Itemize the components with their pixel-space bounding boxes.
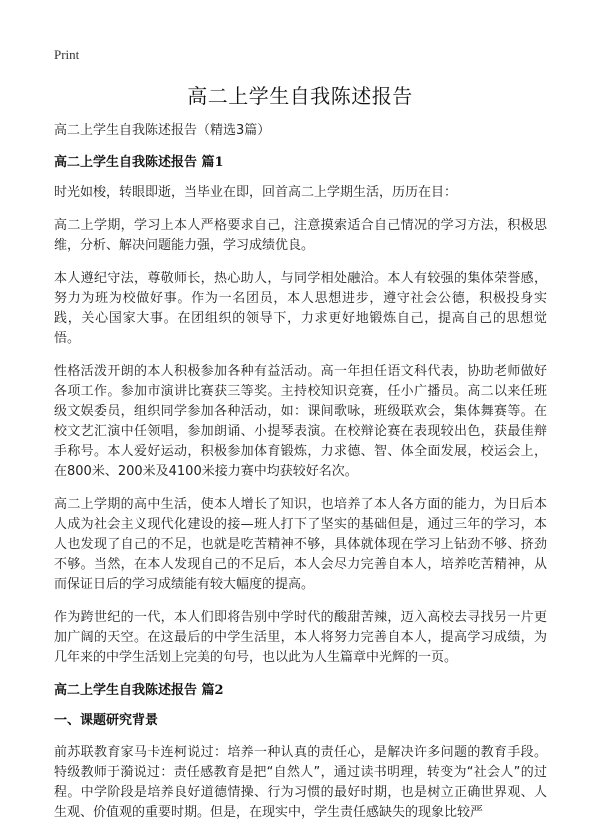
document-body (54, 121, 547, 828)
document-subtitle: 高二上学生自我陈述报告（精选3篇） (54, 123, 271, 138)
section-heading-2: 高二上学生自我陈述报告 篇2 (54, 683, 224, 698)
print-link[interactable]: Print (54, 47, 80, 62)
section-heading-1: 高二上学生自我陈述报告 篇1 (54, 155, 224, 170)
paragraph: 高二上学期的高中生活，使本人增长了知识，也培养了本人各方面的能力，为日后本人成为社会主义现代化建设的接—班人打下了坚实的基础但是，通过三年的学习，本人也发现了自己的不足，也就是吃苦精神不够，具体就体现在学习上钻劲不够、挤劲不够。当然，在本人发现自己的不足后，本人会尽力完善自本人，培养吃苦精神，从而保证日后的学习成绩能有较大幅度的提高。 (54, 497, 547, 592)
paragraph: 前苏联教育家马卡连柯说过：培养一种认真的责任心，是解决许多问题的教育手段。特级教师于漪说过：责任感教育是把“自然人”，通过读书明理，转变为“社会人”的过程。中学阶段是培养良好道德情操、行为习惯的最好时期，也是树立正确世界观、人生观、价值观的重要时期。但是，在现实中，学生责任感缺失的现象比较严 (54, 745, 547, 820)
paragraph: 作为跨世纪的一代，本人们即将告别中学时代的酸甜苦辣，迈入高校去寻找另一片更加广阔的天空。在这最后的中学生活里，本人将努力完善自本人，提高学习成绩，为几年来的中学生活划上完美的句号，也以此为人生篇章中光辉的一页。 (54, 610, 547, 665)
document-title: 高二上学生自我陈述报告 (187, 84, 413, 108)
paragraph: 本人遵纪守法，尊敬师长，热心助人，与同学相处融洽。本人有较强的集体荣誉感，努力为班为校做好事。作为一名团员，本人思想进步，遵守社会公德，积极投身实践，关心国家大事。在团组织的领导下，力求更好地锻炼自己，提高自己的思想觉悟。 (54, 271, 547, 346)
paragraph: 时光如梭，转眼即逝，当毕业在即，回首高二上学期生活，历历在目： (54, 185, 458, 200)
paragraph: 高二上学期，学习上本人严格要求自己，注意摸索适合自己情况的学习方法，积极思维，分析、解决问题能力强，学习成绩优良。 (54, 218, 547, 253)
paragraph: 性格活泼开朗的本人积极参加各种有益活动。高一年担任语文科代表，协助老师做好各项工作。参加市演讲比赛获三等奖。主持校知识竞赛，任小广播员。高二以来任班级文娱委员，组织同学参加各种活动，如：课间歌咏，班级联欢会，集体舞赛等。在校文艺汇演中任领唱，参加朗诵、小提琴表演。在校辩论赛在表现较出色，获最佳辩手称号。本人爱好运动，积极参加体育锻炼，力求德、智、体全面发展，校运会上，在800米、200米及4100米接力赛中均获较好名次。 (54, 364, 547, 479)
subsection-heading: 一、课题研究背景 (54, 713, 159, 728)
